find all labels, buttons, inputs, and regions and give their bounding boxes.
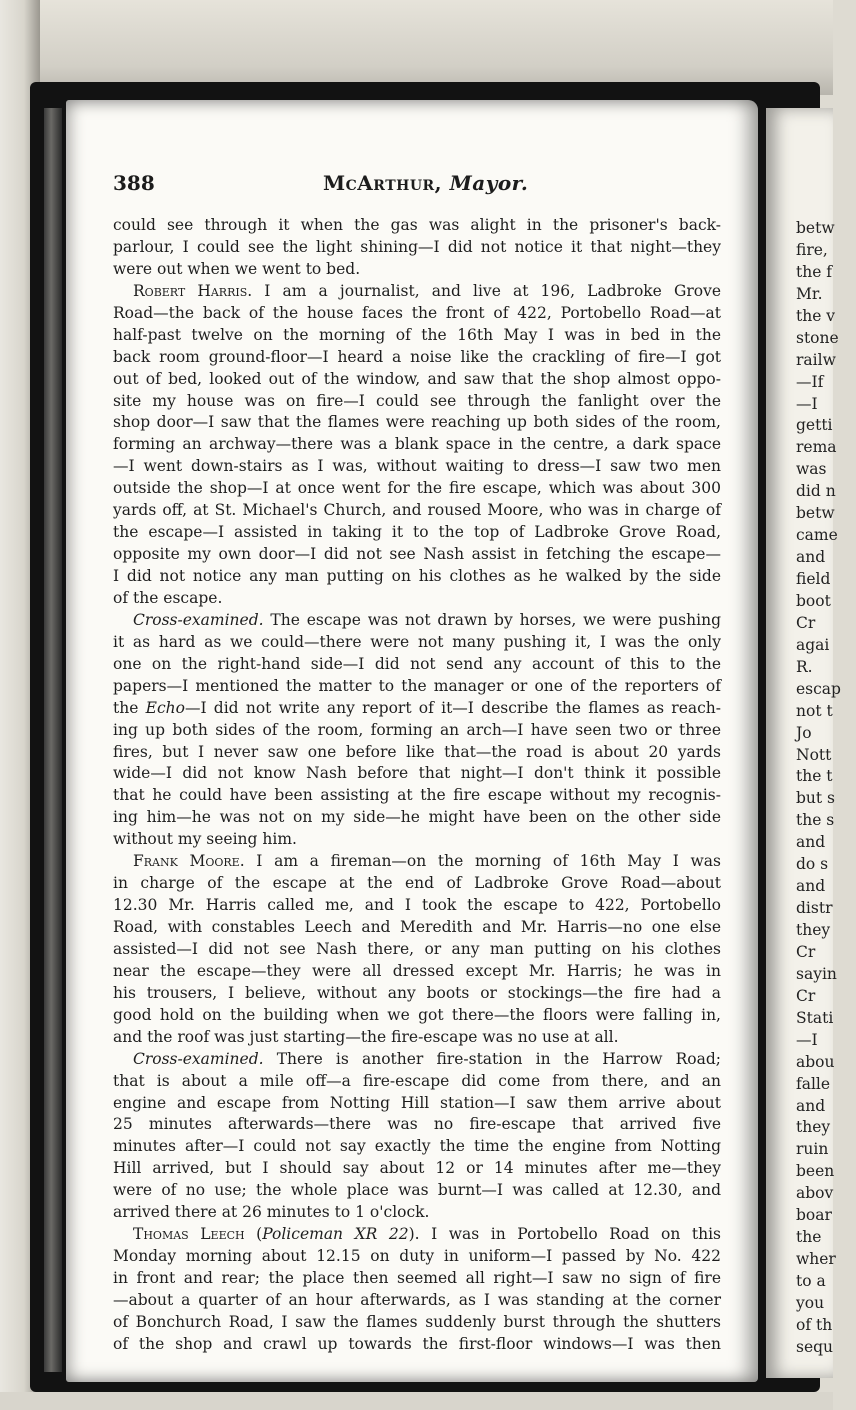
facing-page-fragment: the f: [796, 262, 833, 281]
facing-page-fragment: railw: [796, 350, 836, 369]
facing-page: [766, 108, 841, 1378]
line-text: of the escape.: [113, 588, 223, 607]
text-line: [113, 478, 721, 500]
text-line: [113, 522, 721, 544]
text-line: [113, 588, 721, 610]
facing-page-fragment: Nott: [796, 745, 832, 764]
facing-page-fragment: and: [796, 877, 826, 896]
line-text: ). I was in Portobello Road on this: [408, 1225, 721, 1244]
line-text: yards off, at St. Michael's Church, and roused Moore, who was in charge of: [113, 501, 721, 520]
line-text: site my house was on fire—I could see through the fanlight over the: [113, 391, 721, 410]
text-line: [113, 983, 721, 1005]
text-line: [113, 785, 721, 807]
line-text: it as hard as we could—there were not many pushing it, I was the only: [113, 632, 721, 651]
text-line: [113, 1202, 721, 1224]
line-text: back room ground-floor—I heard a noise like the crackling of fire—I got: [113, 347, 721, 366]
facing-page-fragment: Jo: [796, 723, 812, 742]
line-text: I am a fireman—on the morning of 16th May I was: [244, 852, 721, 871]
facing-page-fragment: the: [796, 1228, 822, 1247]
line-text: half-past twelve on the morning of the 16th May I was in bed in the: [113, 325, 721, 344]
text-line: [113, 1180, 721, 1202]
facing-page-fragment: and: [796, 1096, 826, 1115]
line-text: —I went down-stairs as I was, without waiting to dress—I saw two men: [113, 457, 721, 476]
text-line: [113, 434, 721, 456]
facing-page-fragment: distr: [796, 899, 833, 918]
text-line: [113, 654, 721, 676]
line-text: could see through it when the gas was alight in the prisoner's back-: [113, 216, 721, 234]
line-text: the: [113, 698, 146, 717]
facing-page-fragment: came: [796, 526, 838, 545]
scan-top-margin: [0, 0, 833, 95]
line-text: in charge of the escape at the end of Ladbroke Grove Road—about: [113, 874, 721, 893]
line-text: were of no use; the whole place was burnt—I was called at 12.30, and: [113, 1181, 721, 1200]
running-head-title: Mayor.: [449, 171, 529, 195]
facing-page-fragment: Cr: [796, 942, 816, 961]
facing-page-fragment: abov: [796, 1184, 834, 1203]
scan-bottom-margin: [0, 1392, 833, 1410]
facing-page-fragment: sequ: [796, 1337, 834, 1356]
facing-page-text: [796, 218, 856, 1359]
facing-page-fragment: stone: [796, 328, 839, 347]
facing-page-fragment: not t: [796, 701, 833, 720]
facing-page-fragment: betw: [796, 219, 835, 237]
text-line: [113, 763, 721, 785]
text-line: [113, 215, 721, 237]
line-text: Monday morning about 12.15 on duty in uniform—I passed by No. 422: [113, 1247, 721, 1266]
line-text: Hill arrived, but I should say about 12 or 14 minutes after me—they: [113, 1159, 721, 1178]
facing-page-fragment: —I: [796, 1030, 818, 1049]
text-line: [113, 1224, 721, 1246]
text-line: [113, 632, 721, 654]
text-line: [113, 347, 721, 369]
line-text: engine and escape from Notting Hill station—I saw them arrive about: [113, 1093, 721, 1112]
line-text: opposite my own door—I did not see Nash assist in fetching the escape—: [113, 545, 721, 564]
facing-page-fragment: of th: [796, 1315, 833, 1334]
text-line: [113, 259, 721, 281]
facing-page-fragment: R.: [796, 657, 813, 676]
facing-page-fragment: been: [796, 1162, 835, 1181]
speaker-name: Robert Harris.: [133, 281, 253, 300]
line-text: Road, with constables Leech and Meredith and Mr. Harris—no one else: [113, 918, 721, 936]
line-text: parlour, I could see the light shining—I did not notice it that night—they: [113, 237, 721, 256]
facing-page-fragment: boar: [796, 1206, 832, 1225]
running-head-name: McArthur,: [323, 171, 443, 195]
text-line: [113, 1158, 721, 1180]
line-text: shop door—I saw that the flames were reaching up both sides of the room,: [113, 413, 721, 432]
text-line: [113, 281, 721, 303]
text-line: [113, 1312, 721, 1334]
speaker-name: Thomas Leech: [133, 1225, 245, 1244]
line-text: I am a journalist, and live at 196, Ladbroke Grove: [252, 281, 721, 300]
text-line: [113, 1268, 721, 1290]
line-text: papers—I mentioned the matter to the manager or one of the reporters of: [113, 676, 721, 695]
line-text: ing up both sides of the room, forming an arch—I have seen two or three: [113, 720, 721, 739]
text-line: [113, 961, 721, 983]
facing-page-fragment: they: [796, 1118, 831, 1137]
running-head: [323, 171, 528, 195]
facing-page-fragment: —If: [796, 372, 824, 391]
text-line: [113, 369, 721, 391]
facing-page-fragment: the s: [796, 811, 835, 830]
line-text: assisted—I did not see Nash there, or any man putting on his clothes: [113, 939, 721, 958]
line-text: 12.30 Mr. Harris called me, and I took the escape to 422, Portobello: [113, 896, 721, 915]
facing-page-fragment: did n: [796, 482, 836, 501]
line-text: There is another fire-station in the Harrow Road;: [263, 1049, 721, 1068]
facing-page-fragment: Cr: [796, 986, 816, 1005]
facing-page-fragment: betw: [796, 504, 835, 523]
text-line: [113, 698, 721, 720]
text-line: [113, 829, 721, 851]
facing-page-fragment: fire,: [796, 240, 828, 259]
text-line: [113, 807, 721, 829]
line-text: minutes after—I could not say exactly the time the engine from Notting: [113, 1137, 721, 1156]
facing-page-fragment: do s: [796, 855, 829, 874]
line-text: ing him—he was not on my side—he might have been on the other side: [113, 808, 721, 827]
text-line: [113, 1136, 721, 1158]
line-text: 25 minutes afterwards—there was no fire-escape that arrived five: [113, 1115, 721, 1134]
line-text: forming an archway—there was a blank space in the centre, a dark space: [113, 435, 721, 454]
facing-page-fragment: to a: [796, 1272, 826, 1290]
facing-page-fragment: was: [796, 460, 827, 479]
facing-page-fragment: you: [796, 1293, 825, 1312]
text-line: [113, 610, 721, 632]
text-line: [113, 237, 721, 259]
text-line: [113, 1114, 721, 1136]
facing-page-fragment: escap: [796, 679, 841, 698]
text-line: [113, 939, 721, 961]
text-line: [113, 1246, 721, 1268]
italic-text: Echo: [145, 698, 185, 717]
facing-page-fragment: wher: [796, 1250, 836, 1269]
line-text: without my seeing him.: [113, 830, 297, 849]
text-line: [113, 917, 721, 939]
line-text: outside the shop—I at once went for the fire escape, which was about 300: [113, 479, 721, 498]
line-text: his trousers, I believe, without any boots or stockings—the fire had a: [113, 983, 721, 1002]
text-line: [113, 742, 721, 764]
text-line: [113, 325, 721, 347]
italic-text: Policeman XR 22: [262, 1225, 409, 1244]
facing-page-fragment: getti: [796, 416, 833, 435]
facing-page-fragment: agai: [796, 635, 830, 654]
line-text: out of bed, looked out of the window, and saw that the shop almost oppo-: [113, 369, 721, 388]
facing-page-fragment: and: [796, 833, 826, 852]
facing-page-fragment: and: [796, 548, 826, 567]
text-line: [113, 391, 721, 413]
facing-page-fragment: ruin: [796, 1140, 829, 1159]
line-text: —about a quarter of an hour afterwards, as I was standing at the corner: [113, 1290, 721, 1309]
page-number: 388: [113, 171, 155, 195]
line-text: fires, but I never saw one before like that—the road is about 20 yards: [113, 742, 721, 761]
text-line: [113, 1005, 721, 1027]
line-text: Road—the back of the house faces the front of 422, Portobello Road—at: [113, 303, 721, 322]
italic-text: Cross-examined.: [133, 1049, 264, 1068]
text-line: [113, 544, 721, 566]
line-text: one on the right-hand side—I did not send any account of this to the: [113, 654, 721, 673]
text-line: [113, 1049, 721, 1071]
line-text: arrived there at 26 minutes to 1 o'clock.: [113, 1203, 430, 1222]
facing-page-fragment: boot: [796, 591, 831, 610]
text-line: [113, 303, 721, 325]
line-text: I did not notice any man putting on his clothes as he walked by the side: [113, 567, 721, 585]
facing-page-fragment: but s: [796, 789, 836, 808]
text-line: [113, 1290, 721, 1312]
facing-page-fragment: field: [796, 570, 831, 588]
text-line: [113, 456, 721, 478]
text-line: [113, 676, 721, 698]
line-text: were out when we went to bed.: [113, 259, 361, 278]
facing-page-fragment: the v: [796, 306, 836, 325]
line-text: and the roof was just starting—the fire-escape was no use at all.: [113, 1027, 619, 1046]
line-text: The escape was not drawn by horses, we were pushing: [263, 610, 721, 629]
speaker-name: Frank Moore.: [133, 852, 245, 871]
line-text: of the shop and crawl up towards the first-floor windows—I was then: [113, 1334, 721, 1353]
text-line: [113, 500, 721, 522]
italic-text: Cross-examined.: [133, 610, 264, 629]
text-line: [113, 412, 721, 434]
facing-page-fragment: falle: [796, 1074, 831, 1093]
text-line: [113, 851, 721, 873]
page-stack-edge: [44, 108, 62, 1372]
line-text: the escape—I assisted in taking it to the top of Ladbroke Grove Road,: [113, 523, 721, 542]
text-line: [113, 873, 721, 895]
line-text: in front and rear; the place then seemed all right—I saw no sign of fire: [113, 1269, 721, 1287]
line-text: wide—I did not know Nash before that night—I don't think it possible: [113, 764, 721, 783]
text-line: [113, 566, 721, 588]
facing-page-fragment: Mr.: [796, 284, 823, 303]
text-line: [113, 1093, 721, 1115]
line-text: that is about a mile off—a fire-escape did come from there, and an: [113, 1071, 721, 1090]
facing-page-fragment: rema: [796, 438, 837, 457]
facing-page-fragment: Cr: [796, 613, 816, 632]
page-header: [113, 171, 713, 201]
facing-page-fragment: Stati: [796, 1008, 834, 1027]
line-text: that he could have been assisting at the fire escape without my recognis-: [113, 786, 721, 805]
text-line: [113, 1071, 721, 1093]
line-text: —I did not write any report of it—I describe the flames as reach-: [184, 698, 722, 717]
line-text: of Bonchurch Road, I saw the flames suddenly burst through the shutters: [113, 1312, 721, 1331]
line-text: near the escape—they were all dressed except Mr. Harris; he was in: [113, 961, 721, 980]
line-text: (: [244, 1225, 263, 1244]
facing-page-fragment: abou: [796, 1052, 835, 1071]
facing-page-fragment: —I: [796, 394, 818, 413]
facing-page-fragment: sayin: [796, 964, 837, 983]
facing-page-fragment: the t: [796, 767, 833, 786]
text-line: [113, 720, 721, 742]
text-line: [113, 1334, 721, 1356]
body-text: [113, 215, 721, 1356]
text-line: [113, 1027, 721, 1049]
line-text: good hold on the building when we got there—the floors were falling in,: [113, 1005, 721, 1024]
facing-page-fragment: they: [796, 921, 831, 939]
text-line: [113, 895, 721, 917]
